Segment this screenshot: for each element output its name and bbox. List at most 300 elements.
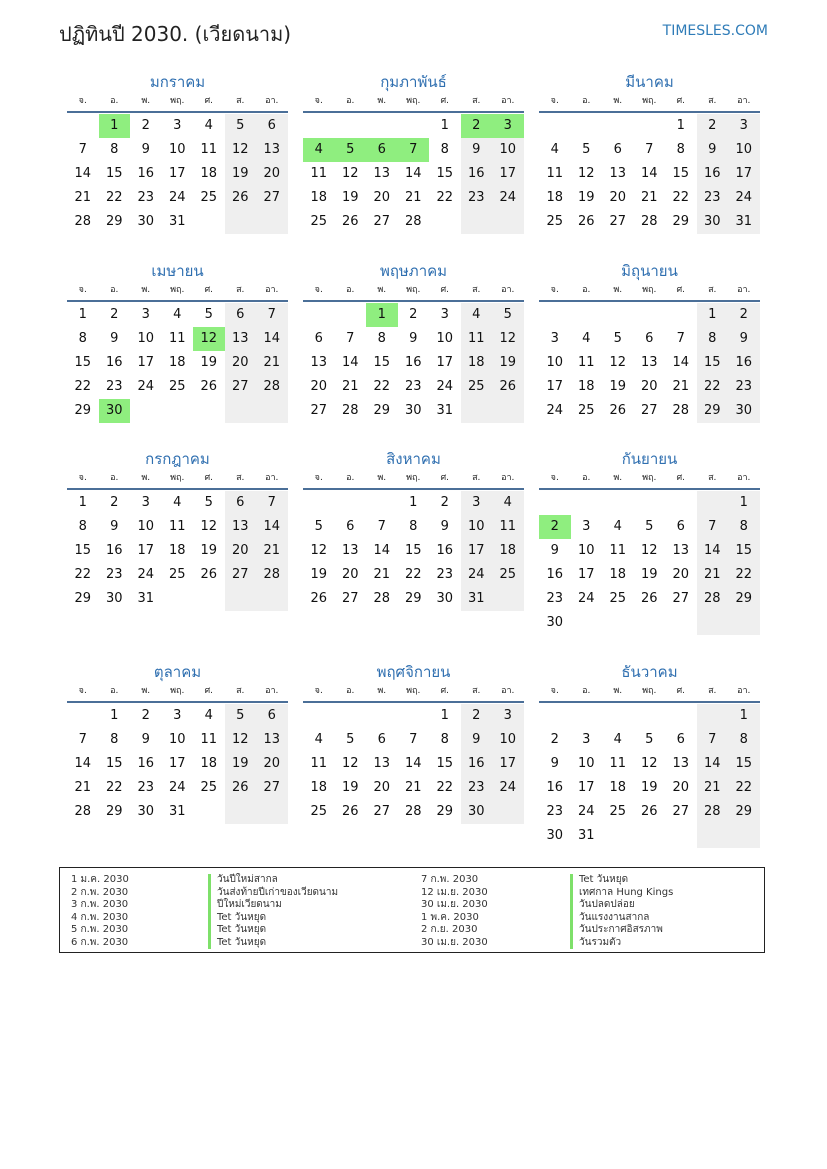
day-cell: 29 xyxy=(728,587,760,611)
day-cell: 18 xyxy=(168,543,186,558)
weekday-header xyxy=(539,471,760,490)
month-block xyxy=(539,660,760,848)
day-cell: 27 xyxy=(373,804,391,819)
day-cell: 29 xyxy=(74,403,92,418)
empty-cell xyxy=(602,114,634,138)
weekday-label: จ. xyxy=(314,473,323,483)
day-cell: 20 xyxy=(640,379,658,394)
weekday-label: ศ. xyxy=(676,285,686,295)
weekday-label: พฤ. xyxy=(406,473,421,483)
empty-cell xyxy=(398,704,430,728)
month-name: กันยายน xyxy=(621,450,678,468)
note-line: Tet วันหยุด xyxy=(208,937,338,950)
day-cell: 9 xyxy=(461,728,493,752)
day-cell: 5 xyxy=(335,138,367,162)
empty-cell xyxy=(256,399,288,423)
day-cell: 7 xyxy=(409,732,418,747)
day-cell: 11 xyxy=(168,519,186,534)
day-cell: 15 xyxy=(373,355,391,370)
weekday-label: อ. xyxy=(582,96,591,106)
day-cell: 9 xyxy=(110,331,119,346)
day-cell: 17 xyxy=(137,543,155,558)
day-cell: 23 xyxy=(137,190,155,205)
day-cell: 16 xyxy=(728,351,760,375)
empty-cell xyxy=(571,704,603,728)
month-name: มีนาคม xyxy=(625,73,674,91)
empty-cell xyxy=(303,303,335,327)
weekday-label: พฤ. xyxy=(406,96,421,106)
day-cell: 2 xyxy=(697,114,729,138)
day-cell: 5 xyxy=(204,495,213,510)
weekday-label: พ. xyxy=(377,285,387,295)
note-line: ปีใหม่เวียดนาม xyxy=(208,899,338,912)
day-cell: 21 xyxy=(404,780,422,795)
day-cell: 25 xyxy=(609,804,627,819)
day-cell: 12 xyxy=(193,327,225,351)
day-cell: 13 xyxy=(373,166,391,181)
day-cell: 31 xyxy=(168,804,186,819)
weekday-label: พ. xyxy=(141,473,151,483)
weekday-label: ศ. xyxy=(440,473,450,483)
month-block xyxy=(303,447,524,611)
day-cell: 5 xyxy=(225,704,257,728)
day-cell: 12 xyxy=(341,166,359,181)
day-cell: 23 xyxy=(546,804,564,819)
weekday-label: ศ. xyxy=(440,686,450,696)
month-name: พฤศจิกายน xyxy=(376,663,451,681)
empty-cell xyxy=(665,303,697,327)
day-cell: 25 xyxy=(546,214,564,229)
day-grid xyxy=(67,491,288,611)
day-cell: 15 xyxy=(436,166,454,181)
weekday-label: พฤ. xyxy=(170,285,185,295)
day-cell: 6 xyxy=(225,491,257,515)
weekday-label: ส. xyxy=(708,285,717,295)
weekday-label: อ. xyxy=(110,285,119,295)
weekday-label: จ. xyxy=(78,473,87,483)
day-cell: 12 xyxy=(225,728,257,752)
day-cell: 31 xyxy=(436,403,454,418)
day-cell: 18 xyxy=(200,166,218,181)
day-cell: 6 xyxy=(613,142,622,157)
day-cell: 30 xyxy=(404,403,422,418)
day-cell: 10 xyxy=(137,331,155,346)
site-link[interactable]: TIMESLES.COM xyxy=(662,23,768,39)
note-line: 3 ก.พ. 2030 xyxy=(71,899,129,910)
weekday-header xyxy=(539,283,760,302)
day-cell: 27 xyxy=(341,591,359,606)
day-cell: 25 xyxy=(492,563,524,587)
weekday-label: ส. xyxy=(236,285,245,295)
day-cell: 25 xyxy=(609,591,627,606)
weekday-header xyxy=(303,94,524,113)
day-cell: 5 xyxy=(204,307,213,322)
day-cell: 29 xyxy=(74,591,92,606)
note-line: Tet วันหยุด xyxy=(570,874,673,887)
day-cell: 16 xyxy=(546,780,564,795)
day-cell: 6 xyxy=(225,303,257,327)
empty-cell xyxy=(193,399,225,423)
day-grid xyxy=(303,114,524,234)
day-cell: 27 xyxy=(256,186,288,210)
day-cell: 14 xyxy=(697,752,729,776)
day-cell: 29 xyxy=(105,214,123,229)
weekday-label: พฤ. xyxy=(170,473,185,483)
day-cell: 23 xyxy=(436,567,454,582)
day-cell: 8 xyxy=(110,142,119,157)
weekday-label: พ. xyxy=(141,686,151,696)
day-cell: 18 xyxy=(310,190,328,205)
day-cell: 20 xyxy=(225,539,257,563)
note-line: Tet วันหยุด xyxy=(208,924,338,937)
day-cell: 20 xyxy=(310,379,328,394)
day-cell: 1 xyxy=(728,491,760,515)
day-cell: 10 xyxy=(728,138,760,162)
day-cell: 30 xyxy=(546,828,564,843)
day-cell: 22 xyxy=(672,190,690,205)
weekday-label: จ. xyxy=(314,285,323,295)
day-cell: 5 xyxy=(582,142,591,157)
day-cell: 21 xyxy=(640,190,658,205)
weekday-label: พ. xyxy=(377,96,387,106)
day-cell: 28 xyxy=(256,563,288,587)
day-cell: 2 xyxy=(461,704,493,728)
day-cell: 29 xyxy=(728,800,760,824)
day-cell: 23 xyxy=(546,591,564,606)
empty-cell xyxy=(602,303,634,327)
day-cell: 20 xyxy=(256,752,288,776)
day-cell: 29 xyxy=(697,399,729,423)
note-line: 2 ก.ย. 2030 xyxy=(421,924,478,935)
weekday-label: อ. xyxy=(346,285,355,295)
empty-cell xyxy=(665,824,697,848)
weekday-label: อ. xyxy=(346,686,355,696)
day-cell: 4 xyxy=(613,732,622,747)
day-cell: 31 xyxy=(137,591,155,606)
day-cell: 15 xyxy=(436,756,454,771)
day-cell: 7 xyxy=(398,138,430,162)
day-cell: 26 xyxy=(492,375,524,399)
empty-cell xyxy=(303,704,335,728)
day-cell: 3 xyxy=(141,307,150,322)
weekday-label: พฤ. xyxy=(406,686,421,696)
day-cell: 17 xyxy=(461,539,493,563)
empty-cell xyxy=(461,399,493,423)
day-cell: 11 xyxy=(168,331,186,346)
day-cell: 2 xyxy=(539,515,571,539)
note-line: วันปลดปล่อย xyxy=(570,899,673,912)
day-cell: 17 xyxy=(492,752,524,776)
day-cell: 26 xyxy=(341,804,359,819)
day-cell: 14 xyxy=(404,756,422,771)
day-cell: 19 xyxy=(577,190,595,205)
weekday-label: พฤ. xyxy=(642,686,657,696)
day-cell: 1 xyxy=(78,307,87,322)
day-cell: 9 xyxy=(440,519,449,534)
weekday-label: พฤ. xyxy=(406,285,421,295)
day-cell: 27 xyxy=(640,403,658,418)
note-line: Tet วันหยุด xyxy=(208,912,338,925)
day-cell: 27 xyxy=(310,403,328,418)
day-cell: 11 xyxy=(492,515,524,539)
day-cell: 8 xyxy=(728,515,760,539)
day-cell: 9 xyxy=(728,327,760,351)
note-line: วันส่งท้ายปีเก่าของเวียดนาม xyxy=(208,887,338,900)
day-cell: 4 xyxy=(314,732,323,747)
day-cell: 21 xyxy=(341,379,359,394)
day-grid xyxy=(303,704,524,824)
day-cell: 14 xyxy=(256,327,288,351)
empty-cell xyxy=(634,611,666,635)
day-cell: 25 xyxy=(200,190,218,205)
day-cell: 16 xyxy=(105,543,123,558)
weekday-label: อ. xyxy=(346,473,355,483)
day-cell: 22 xyxy=(105,780,123,795)
day-cell: 20 xyxy=(373,780,391,795)
empty-cell xyxy=(225,210,257,234)
day-cell: 25 xyxy=(461,375,493,399)
day-cell: 31 xyxy=(577,828,595,843)
empty-cell xyxy=(256,800,288,824)
weekday-label: พ. xyxy=(377,473,387,483)
day-cell: 4 xyxy=(303,138,335,162)
note-line: วันประกาศอิสรภาพ xyxy=(570,924,673,937)
day-cell: 21 xyxy=(697,776,729,800)
weekday-label: จ. xyxy=(550,473,559,483)
empty-cell xyxy=(571,303,603,327)
day-cell: 13 xyxy=(640,355,658,370)
day-cell: 11 xyxy=(200,142,218,157)
day-cell: 21 xyxy=(404,190,422,205)
empty-cell xyxy=(634,704,666,728)
day-cell: 22 xyxy=(436,780,454,795)
day-grid xyxy=(67,704,288,824)
empty-cell xyxy=(697,824,729,848)
note-line: 30 เม.ย. 2030 xyxy=(421,936,488,948)
day-cell: 22 xyxy=(404,567,422,582)
empty-cell xyxy=(193,587,225,611)
day-cell: 20 xyxy=(341,567,359,582)
weekday-header xyxy=(67,283,288,302)
day-grid xyxy=(67,114,288,234)
day-cell: 30 xyxy=(461,800,493,824)
empty-cell xyxy=(728,824,760,848)
day-cell: 16 xyxy=(461,162,493,186)
weekday-label: ส. xyxy=(236,686,245,696)
month-block xyxy=(303,70,524,234)
day-cell: 20 xyxy=(256,162,288,186)
day-grid xyxy=(539,303,760,423)
empty-cell xyxy=(225,587,257,611)
day-cell: 22 xyxy=(436,190,454,205)
weekday-label: อ. xyxy=(110,473,119,483)
empty-cell xyxy=(539,704,571,728)
day-cell: 19 xyxy=(200,355,218,370)
empty-cell xyxy=(634,824,666,848)
month-block xyxy=(539,447,760,635)
weekday-label: อ. xyxy=(110,96,119,106)
day-cell: 11 xyxy=(200,732,218,747)
note-line: 6 ก.พ. 2030 xyxy=(71,936,129,948)
day-cell: 15 xyxy=(105,166,123,181)
day-cell: 1 xyxy=(697,303,729,327)
day-cell: 28 xyxy=(404,804,422,819)
day-cell: 6 xyxy=(366,138,398,162)
day-cell: 15 xyxy=(697,351,729,375)
empty-cell xyxy=(256,587,288,611)
weekday-label: พฤ. xyxy=(170,96,185,106)
empty-cell xyxy=(225,399,257,423)
day-cell: 16 xyxy=(137,166,155,181)
day-cell: 19 xyxy=(609,379,627,394)
day-cell: 9 xyxy=(461,138,493,162)
day-cell: 4 xyxy=(492,491,524,515)
day-cell: 13 xyxy=(373,756,391,771)
day-cell: 24 xyxy=(577,804,595,819)
empty-cell xyxy=(335,303,367,327)
weekday-label: จ. xyxy=(550,96,559,106)
day-cell: 18 xyxy=(310,780,328,795)
day-cell: 28 xyxy=(341,403,359,418)
empty-cell xyxy=(728,611,760,635)
day-cell: 3 xyxy=(582,519,591,534)
day-grid xyxy=(539,704,760,848)
day-cell: 14 xyxy=(341,355,359,370)
month-block xyxy=(539,70,760,234)
day-cell: 23 xyxy=(137,780,155,795)
empty-cell xyxy=(335,491,367,515)
weekday-label: อา. xyxy=(501,285,515,295)
empty-cell xyxy=(634,491,666,515)
empty-cell xyxy=(335,114,367,138)
day-cell: 26 xyxy=(577,214,595,229)
day-cell: 18 xyxy=(577,379,595,394)
day-cell: 10 xyxy=(492,728,524,752)
day-cell: 19 xyxy=(640,780,658,795)
empty-cell xyxy=(539,491,571,515)
day-cell: 20 xyxy=(225,351,257,375)
day-cell: 7 xyxy=(676,331,685,346)
day-grid xyxy=(303,491,524,611)
weekday-label: ศ. xyxy=(204,285,214,295)
day-cell: 29 xyxy=(105,804,123,819)
day-cell: 7 xyxy=(78,732,87,747)
day-cell: 1 xyxy=(366,303,398,327)
day-cell: 17 xyxy=(546,379,564,394)
weekday-header xyxy=(303,283,524,302)
day-cell: 29 xyxy=(436,804,454,819)
day-cell: 17 xyxy=(577,567,595,582)
weekday-label: จ. xyxy=(78,285,87,295)
day-cell: 10 xyxy=(436,331,454,346)
day-cell: 7 xyxy=(256,491,288,515)
day-cell: 12 xyxy=(225,138,257,162)
day-cell: 3 xyxy=(492,114,524,138)
day-cell: 10 xyxy=(577,756,595,771)
note-line: 7 ก.พ. 2030 xyxy=(421,874,479,885)
month-block xyxy=(539,259,760,423)
day-cell: 9 xyxy=(141,732,150,747)
empty-cell xyxy=(492,399,524,423)
note-line: วันรวมตัว xyxy=(570,937,673,950)
weekday-header xyxy=(67,94,288,113)
weekday-label: อ. xyxy=(346,96,355,106)
day-cell: 24 xyxy=(168,780,186,795)
day-cell: 9 xyxy=(110,519,119,534)
note-line: 4 ก.พ. 2030 xyxy=(71,911,129,923)
day-cell: 26 xyxy=(640,804,658,819)
day-cell: 4 xyxy=(582,331,591,346)
day-cell: 5 xyxy=(225,114,257,138)
day-cell: 12 xyxy=(609,355,627,370)
day-cell: 18 xyxy=(609,780,627,795)
weekday-label: จ. xyxy=(78,96,87,106)
day-cell: 15 xyxy=(672,166,690,181)
day-cell: 12 xyxy=(341,756,359,771)
day-cell: 16 xyxy=(105,355,123,370)
month-block xyxy=(67,447,288,611)
day-cell: 21 xyxy=(697,563,729,587)
page-title: ปฏิทินปี 2030. (เวียดนาม) xyxy=(59,22,292,46)
empty-cell xyxy=(256,210,288,234)
day-cell: 23 xyxy=(105,567,123,582)
day-cell: 16 xyxy=(461,752,493,776)
day-cell: 27 xyxy=(373,214,391,229)
day-cell: 21 xyxy=(672,379,690,394)
day-cell: 14 xyxy=(373,543,391,558)
month-block xyxy=(303,660,524,824)
notes-names-col-1 xyxy=(208,874,338,949)
weekday-label: ศ. xyxy=(676,96,686,106)
day-cell: 4 xyxy=(173,307,182,322)
day-cell: 15 xyxy=(74,355,92,370)
day-cell: 10 xyxy=(577,543,595,558)
day-cell: 3 xyxy=(461,491,493,515)
day-cell: 28 xyxy=(404,214,422,229)
weekday-label: จ. xyxy=(78,686,87,696)
note-line: 1 พ.ค. 2030 xyxy=(421,911,479,923)
weekday-label: ส. xyxy=(472,473,481,483)
day-cell: 26 xyxy=(341,214,359,229)
day-cell: 27 xyxy=(672,591,690,606)
weekday-label: อา. xyxy=(737,285,751,295)
empty-cell xyxy=(67,704,99,728)
day-cell: 28 xyxy=(640,214,658,229)
empty-cell xyxy=(571,611,603,635)
day-cell: 6 xyxy=(377,732,386,747)
month-block xyxy=(303,259,524,423)
month-name: ตุลาคม xyxy=(153,663,202,681)
day-cell: 8 xyxy=(697,327,729,351)
day-cell: 3 xyxy=(173,708,182,723)
weekday-label: ศ. xyxy=(676,686,686,696)
day-cell: 30 xyxy=(728,399,760,423)
day-cell: 8 xyxy=(78,519,87,534)
weekday-label: ส. xyxy=(236,473,245,483)
day-grid xyxy=(539,491,760,635)
day-grid xyxy=(539,114,760,234)
weekday-label: จ. xyxy=(550,686,559,696)
weekday-label: ส. xyxy=(472,686,481,696)
day-cell: 22 xyxy=(728,776,760,800)
weekday-label: อา. xyxy=(501,686,515,696)
day-cell: 1 xyxy=(409,495,418,510)
weekday-label: อา. xyxy=(501,473,515,483)
day-cell: 28 xyxy=(74,804,92,819)
note-line: 30 เม.ย. 2030 xyxy=(421,899,488,910)
day-cell: 12 xyxy=(492,327,524,351)
empty-cell xyxy=(303,114,335,138)
